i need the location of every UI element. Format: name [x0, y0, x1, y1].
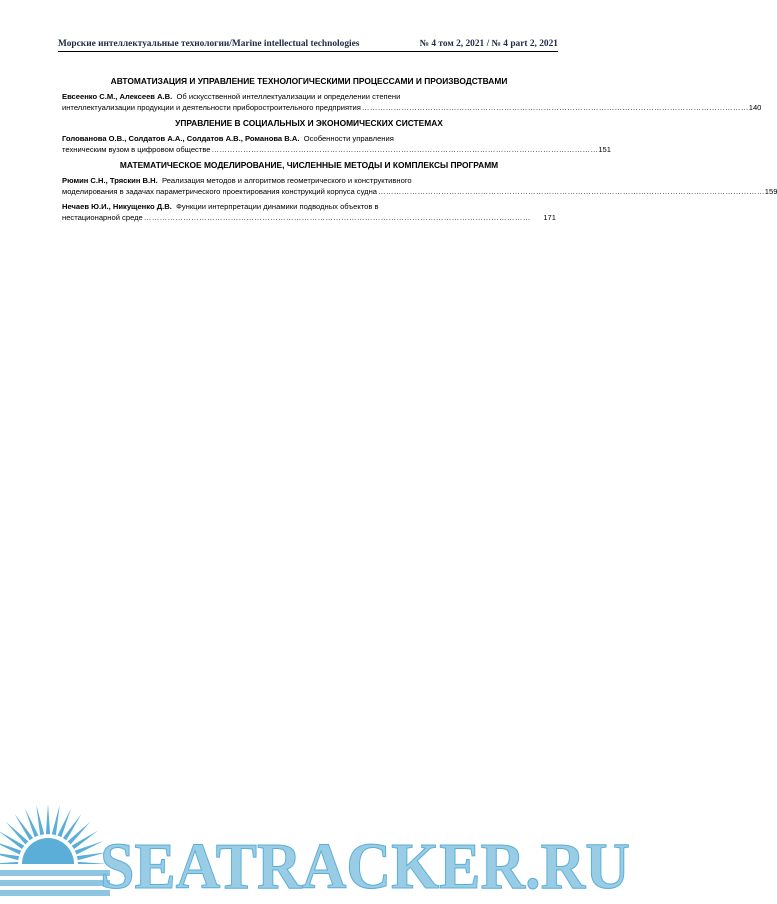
entry-text: [62, 134, 598, 155]
entry-authors: Рюмин С.Н., Тряскин В.Н.: [62, 176, 158, 185]
seatracker-watermark-logo: [0, 800, 640, 904]
journal-header: [58, 39, 558, 52]
toc-section: [62, 160, 777, 223]
toc-entry[interactable]: [62, 202, 556, 223]
toc-entry[interactable]: [62, 92, 762, 113]
entry-page-number: 151: [598, 144, 611, 154]
sun-ray: [15, 814, 33, 840]
toc-section: [62, 118, 611, 155]
entry-text: [62, 176, 765, 197]
sun-ray: [46, 804, 50, 834]
entry-title-line2: интеллектуализации продукции и деятельности приборостроительного предприятия: [62, 102, 361, 112]
sun-ray: [68, 822, 91, 845]
sun-ray: [6, 822, 29, 845]
entry-title-line1: Об искусственной интеллектуализации и определении степени: [176, 92, 401, 101]
sun-ray: [36, 805, 44, 835]
entry-title-line1: Реализация методов и алгоритмов геометрического и конструктивного: [161, 176, 412, 185]
journal-title: Морские интеллектуальные технологии/Marine intellectual technologies: [58, 39, 360, 49]
entry-title-line1: Особенности управления: [303, 134, 394, 143]
entry-authors: Голованова О.В., Солдатов А.А., Солдатов А.В., Романова В.А.: [62, 134, 300, 143]
toc-entry[interactable]: [62, 176, 777, 197]
sun-ray: [72, 831, 98, 849]
toc-section: [62, 76, 762, 113]
dot-leader: …………………………………………………………………………………………………………………………………: [378, 186, 765, 196]
entry-page-number: 140: [748, 102, 762, 112]
toc-entry[interactable]: [62, 134, 611, 155]
dot-leader: …………………………………………………………………………………………………………………………………: [211, 144, 599, 154]
sun-ray: [52, 805, 60, 835]
sun-icon: [0, 804, 110, 896]
entry-text: [62, 92, 749, 113]
entry-title-line2: техническим вузом в цифровом обществе: [62, 144, 211, 154]
issue-number: № 4 том 2, 2021 / № 4 part 2, 2021: [419, 39, 558, 49]
section-title: АВТОМАТИЗАЦИЯ И УПРАВЛЕНИЕ ТЕХНОЛОГИЧЕСКИМИ ПРОЦЕССАМИ И ПРОИЗВОДСТВАМИ: [110, 76, 508, 86]
entry-page-number: 171: [543, 212, 556, 222]
entry-text: [62, 202, 531, 223]
entry-page-number: 159: [764, 186, 777, 196]
dot-leader: …………………………………………………………………………………………………………………………………: [361, 102, 749, 112]
entry-authors: Евсеенко С.М., Алексеев А.В.: [62, 92, 173, 101]
dot-leader: …………………………………………………………………………………………………………………………………: [143, 212, 531, 222]
sun-ray: [63, 814, 81, 840]
table-of-contents: [62, 76, 777, 228]
entry-title-line2: моделирования в задачах параметрического проектирования конструкций корпуса судна: [62, 186, 377, 196]
entry-title-line1: Функции интерпретации динамики подводных объектов в: [176, 202, 379, 211]
watermark-text: SEATRACKER.RU: [100, 830, 630, 903]
entry-title-line2: нестационарной среде: [62, 212, 143, 222]
sun-ray: [0, 852, 19, 860]
entry-authors: Нечаев Ю.И., Никущенко Д.В.: [62, 202, 172, 211]
section-title: УПРАВЛЕНИЕ В СОЦИАЛЬНЫХ И ЭКОНОМИЧЕСКИХ СИСТЕМАХ: [175, 118, 443, 128]
section-title: МАТЕМАТИЧЕСКОЕ МОДЕЛИРОВАНИЕ, ЧИСЛЕННЫЕ МЕТОДЫ И КОМПЛЕКСЫ ПРОГРАММ: [119, 160, 499, 170]
